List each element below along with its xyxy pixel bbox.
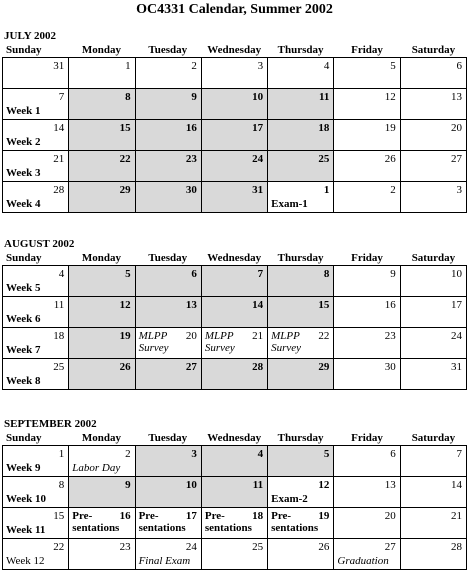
day-cell xyxy=(400,120,466,151)
day-cell xyxy=(135,297,201,328)
day-number: 11 xyxy=(53,299,65,311)
week-row xyxy=(3,297,467,328)
day-cell xyxy=(3,266,69,297)
day-number: 17 xyxy=(252,122,264,134)
event-note: MLPP xyxy=(138,330,168,342)
day-cell xyxy=(334,508,400,539)
day-number: 19 xyxy=(384,122,396,134)
day-number: 6 xyxy=(191,268,197,280)
weekday-label: Thursday xyxy=(277,432,324,444)
event-note: Survey xyxy=(204,342,235,354)
day-cell xyxy=(268,446,334,477)
weekday-label: Saturday xyxy=(411,432,456,444)
day-number: 3 xyxy=(191,448,197,460)
day-cell xyxy=(400,539,466,570)
page-title: OC4331 Calendar, Summer 2002 xyxy=(136,2,333,17)
week-row xyxy=(3,89,467,120)
day-cell xyxy=(334,151,400,182)
day-number: 12 xyxy=(119,299,131,311)
day-cell xyxy=(400,359,466,390)
month-title: JULY 2002 xyxy=(4,30,57,42)
day-cell xyxy=(135,446,201,477)
day-number: 26 xyxy=(119,361,131,373)
day-number: 12 xyxy=(318,479,330,491)
day-number: 8 xyxy=(323,268,330,280)
day-number: 19 xyxy=(318,510,330,522)
day-cell xyxy=(3,89,69,120)
event-note: Survey xyxy=(138,342,169,354)
day-cell xyxy=(3,297,69,328)
day-number: 23 xyxy=(185,153,197,165)
day-cell xyxy=(135,266,201,297)
day-cell xyxy=(268,89,334,120)
week-row xyxy=(3,120,467,151)
week-row xyxy=(3,477,467,508)
day-cell xyxy=(135,151,201,182)
day-cell xyxy=(201,328,267,359)
day-number: 15 xyxy=(53,510,65,522)
weekday-label: Saturday xyxy=(411,252,456,264)
week-row xyxy=(3,446,467,477)
day-cell xyxy=(3,328,69,359)
day-cell xyxy=(334,120,400,151)
day-number: 16 xyxy=(119,510,131,522)
month-title: AUGUST 2002 xyxy=(4,238,75,250)
week-label: Week 3 xyxy=(6,167,41,179)
week-label: Week 6 xyxy=(6,313,41,325)
day-number: 6 xyxy=(456,60,462,72)
day-number: 25 xyxy=(53,361,65,373)
day-number: 14 xyxy=(451,479,462,491)
day-number: 20 xyxy=(185,330,197,342)
week-label: Week 12 xyxy=(6,555,45,567)
weekday-label: Saturday xyxy=(411,44,456,56)
day-cell xyxy=(201,58,267,89)
calendar-grid xyxy=(2,57,467,213)
day-number: 14 xyxy=(252,299,264,311)
day-cell xyxy=(69,446,135,477)
day-number: 9 xyxy=(390,268,396,280)
day-cell xyxy=(135,182,201,213)
day-number: 1 xyxy=(125,60,131,72)
weekday-label: Wednesday xyxy=(207,44,262,56)
day-number: 19 xyxy=(119,330,131,342)
week-row xyxy=(3,182,467,213)
day-cell xyxy=(201,120,267,151)
day-number: 10 xyxy=(451,268,462,280)
day-cell xyxy=(400,328,466,359)
day-cell xyxy=(400,508,466,539)
day-cell xyxy=(201,508,267,539)
week-label: Week 11 xyxy=(6,524,46,536)
day-number: 21 xyxy=(53,153,65,165)
day-cell xyxy=(201,446,267,477)
day-number: 29 xyxy=(318,361,330,373)
event-note: Final Exam xyxy=(138,555,191,567)
event-note: Exam-1 xyxy=(271,198,308,210)
weekday-label: Monday xyxy=(81,432,121,444)
day-cell xyxy=(268,151,334,182)
day-number: 9 xyxy=(191,91,197,103)
day-cell xyxy=(201,182,267,213)
event-note: Pre- xyxy=(204,510,225,522)
day-cell xyxy=(3,120,69,151)
day-cell xyxy=(3,58,69,89)
day-cell xyxy=(135,120,201,151)
day-number: 29 xyxy=(119,184,131,196)
event-note: Pre- xyxy=(271,510,292,522)
day-number: 10 xyxy=(185,479,197,491)
day-number: 8 xyxy=(58,479,65,491)
day-cell xyxy=(201,266,267,297)
week-label: Week 7 xyxy=(6,344,41,356)
day-cell xyxy=(3,539,69,570)
day-number: 20 xyxy=(384,510,396,522)
week-row xyxy=(3,266,467,297)
event-note: Pre- xyxy=(138,510,159,522)
day-cell xyxy=(201,297,267,328)
event-note: Labor Day xyxy=(72,462,121,474)
day-number: 7 xyxy=(456,448,462,460)
day-number: 26 xyxy=(384,153,396,165)
weekday-label: Friday xyxy=(351,432,383,444)
event-note: Pre- xyxy=(72,510,93,522)
day-cell xyxy=(334,359,400,390)
day-number: 30 xyxy=(384,361,396,373)
day-number: 21 xyxy=(451,510,462,522)
day-number: 2 xyxy=(390,184,396,196)
week-label: Week 10 xyxy=(6,493,47,505)
week-row xyxy=(3,508,467,539)
day-cell xyxy=(268,477,334,508)
day-cell xyxy=(334,539,400,570)
weekday-label: Sunday xyxy=(6,44,42,56)
day-number: 24 xyxy=(185,541,197,553)
week-label: Week 1 xyxy=(6,105,41,117)
weekday-header xyxy=(0,251,469,265)
event-note: Survey xyxy=(271,342,302,354)
day-cell xyxy=(3,477,69,508)
day-number: 13 xyxy=(451,91,462,103)
weekday-label: Tuesday xyxy=(148,252,188,264)
event-note: sentations xyxy=(72,522,120,534)
day-cell xyxy=(201,89,267,120)
day-cell xyxy=(69,182,135,213)
day-number: 31 xyxy=(451,361,462,373)
day-number: 8 xyxy=(125,91,131,103)
day-cell xyxy=(334,89,400,120)
day-number: 18 xyxy=(53,330,65,342)
day-number: 21 xyxy=(252,330,264,342)
day-number: 1 xyxy=(323,184,330,196)
week-label: Week 9 xyxy=(6,462,41,474)
day-number: 22 xyxy=(318,330,330,342)
day-number: 7 xyxy=(58,91,65,103)
day-cell xyxy=(400,297,466,328)
day-number: 25 xyxy=(318,153,330,165)
day-cell xyxy=(268,539,334,570)
day-number: 5 xyxy=(390,60,396,72)
day-number: 24 xyxy=(451,330,462,342)
week-row xyxy=(3,58,467,89)
day-cell xyxy=(201,477,267,508)
day-number: 16 xyxy=(185,122,197,134)
day-cell xyxy=(268,297,334,328)
week-row xyxy=(3,151,467,182)
day-cell xyxy=(400,58,466,89)
day-cell xyxy=(3,182,69,213)
day-number: 6 xyxy=(390,448,396,460)
day-number: 4 xyxy=(323,60,330,72)
day-number: 5 xyxy=(323,448,330,460)
weekday-label: Wednesday xyxy=(207,252,262,264)
day-number: 1 xyxy=(58,448,65,460)
day-number: 27 xyxy=(185,361,197,373)
day-number: 5 xyxy=(125,268,131,280)
day-cell xyxy=(69,297,135,328)
day-cell xyxy=(334,446,400,477)
week-label: Week 2 xyxy=(6,136,41,148)
day-cell xyxy=(69,477,135,508)
day-number: 18 xyxy=(252,510,264,522)
day-cell xyxy=(268,120,334,151)
day-cell xyxy=(334,182,400,213)
day-number: 28 xyxy=(53,184,65,196)
weekday-label: Sunday xyxy=(6,252,42,264)
day-cell xyxy=(69,539,135,570)
day-cell xyxy=(400,151,466,182)
day-cell xyxy=(69,120,135,151)
day-cell xyxy=(268,266,334,297)
day-cell xyxy=(3,446,69,477)
day-number: 3 xyxy=(456,184,462,196)
week-label: Week 8 xyxy=(6,375,41,387)
day-number: 23 xyxy=(384,330,396,342)
weekday-label: Tuesday xyxy=(148,432,188,444)
week-label: Week 5 xyxy=(6,282,41,294)
event-note: Exam-2 xyxy=(271,493,308,505)
day-cell xyxy=(135,328,201,359)
day-cell xyxy=(69,58,135,89)
day-cell xyxy=(69,508,135,539)
day-number: 9 xyxy=(125,479,131,491)
event-note: sentations xyxy=(271,522,319,534)
day-number: 28 xyxy=(252,361,264,373)
day-number: 30 xyxy=(185,184,197,196)
day-cell xyxy=(3,508,69,539)
day-cell xyxy=(334,58,400,89)
day-cell xyxy=(201,151,267,182)
day-number: 15 xyxy=(318,299,330,311)
day-number: 11 xyxy=(319,91,330,103)
day-number: 25 xyxy=(252,541,264,553)
week-row xyxy=(3,359,467,390)
day-cell xyxy=(3,359,69,390)
day-cell xyxy=(268,58,334,89)
day-cell xyxy=(69,328,135,359)
day-number: 3 xyxy=(257,60,264,72)
day-number: 13 xyxy=(384,479,396,491)
day-number: 27 xyxy=(451,153,462,165)
day-cell xyxy=(400,89,466,120)
day-cell xyxy=(334,266,400,297)
day-cell xyxy=(400,446,466,477)
day-number: 31 xyxy=(53,60,65,72)
weekday-label: Friday xyxy=(351,252,383,264)
event-note: MLPP xyxy=(204,330,234,342)
day-cell xyxy=(135,508,201,539)
day-cell xyxy=(400,182,466,213)
day-number: 7 xyxy=(257,268,264,280)
day-cell xyxy=(268,359,334,390)
day-number: 14 xyxy=(53,122,65,134)
day-number: 4 xyxy=(257,448,264,460)
day-cell xyxy=(268,328,334,359)
day-cell xyxy=(69,89,135,120)
day-number: 31 xyxy=(252,184,264,196)
day-cell xyxy=(201,539,267,570)
day-number: 22 xyxy=(119,153,131,165)
calendar-grid xyxy=(2,445,467,570)
day-cell xyxy=(400,266,466,297)
day-number: 4 xyxy=(58,268,65,280)
day-number: 27 xyxy=(384,541,396,553)
day-number: 26 xyxy=(318,541,330,553)
weekday-label: Friday xyxy=(351,44,383,56)
day-cell xyxy=(135,539,201,570)
day-cell xyxy=(135,477,201,508)
day-number: 12 xyxy=(384,91,396,103)
day-number: 20 xyxy=(451,122,462,134)
day-cell xyxy=(400,477,466,508)
day-cell xyxy=(69,359,135,390)
day-number: 24 xyxy=(252,153,264,165)
day-cell xyxy=(135,58,201,89)
day-number: 17 xyxy=(185,510,197,522)
day-cell xyxy=(3,151,69,182)
day-cell xyxy=(334,328,400,359)
day-cell xyxy=(334,297,400,328)
week-row xyxy=(3,539,467,570)
day-cell xyxy=(69,266,135,297)
day-number: 23 xyxy=(119,541,131,553)
week-label: Week 4 xyxy=(6,198,41,210)
day-cell xyxy=(268,508,334,539)
weekday-label: Monday xyxy=(81,44,121,56)
day-number: 18 xyxy=(318,122,330,134)
weekday-header xyxy=(0,43,469,57)
day-cell xyxy=(268,182,334,213)
week-row xyxy=(3,328,467,359)
event-note: sentations xyxy=(204,522,252,534)
day-number: 10 xyxy=(252,91,264,103)
event-note: Graduation xyxy=(337,555,389,567)
day-number: 28 xyxy=(451,541,462,553)
event-note: MLPP xyxy=(271,330,300,342)
day-cell xyxy=(334,477,400,508)
month-title: SEPTEMBER 2002 xyxy=(4,418,97,430)
day-number: 13 xyxy=(185,299,197,311)
day-number: 22 xyxy=(53,541,65,553)
day-cell xyxy=(201,359,267,390)
weekday-label: Tuesday xyxy=(148,44,188,56)
weekday-header xyxy=(0,431,469,445)
day-number: 15 xyxy=(119,122,131,134)
weekday-label: Thursday xyxy=(277,252,324,264)
day-number: 11 xyxy=(252,479,264,491)
day-cell xyxy=(135,359,201,390)
day-number: 2 xyxy=(191,60,197,72)
day-number: 17 xyxy=(451,299,462,311)
day-cell xyxy=(135,89,201,120)
day-cell xyxy=(69,151,135,182)
day-number: 2 xyxy=(125,448,131,460)
weekday-label: Sunday xyxy=(6,432,42,444)
event-note: sentations xyxy=(138,522,186,534)
day-number: 16 xyxy=(384,299,396,311)
calendar-grid xyxy=(2,265,467,390)
weekday-label: Thursday xyxy=(277,44,324,56)
weekday-label: Wednesday xyxy=(207,432,262,444)
weekday-label: Monday xyxy=(81,252,121,264)
